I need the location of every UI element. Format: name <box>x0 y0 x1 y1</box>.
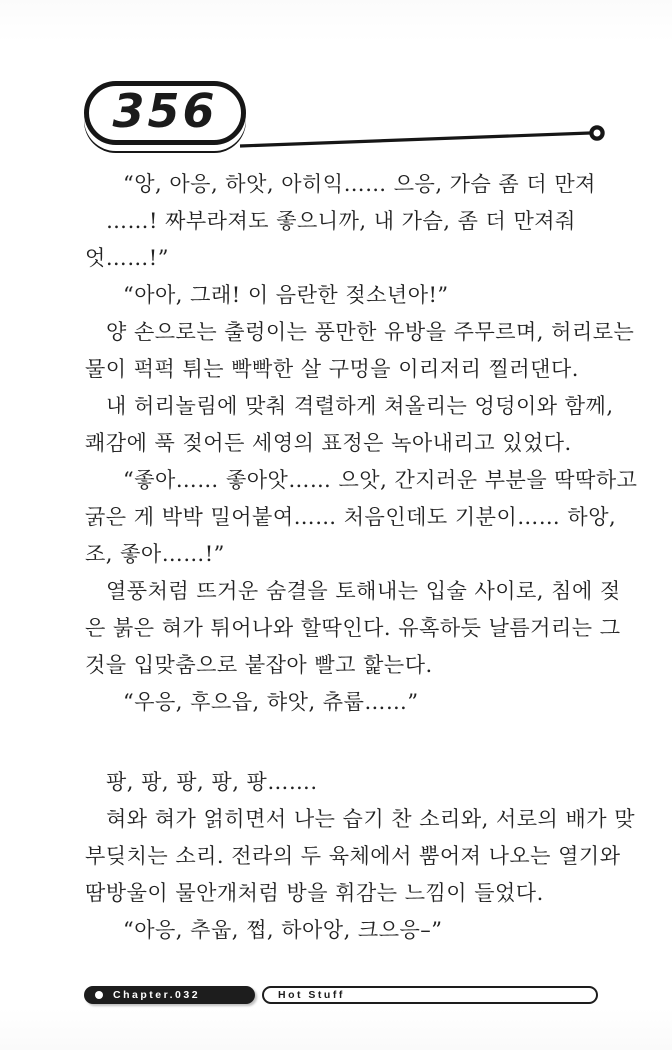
text-line: 엇……!” <box>85 246 169 270</box>
line-end-ring-icon <box>591 127 602 138</box>
text-line: 쾌감에 푹 젖어든 세영의 표정은 녹아내리고 있었다. <box>85 431 572 455</box>
text-line: “아아, 그래! 이 음란한 젖소년아!” <box>123 283 449 307</box>
chapter-label: Chapter.032 <box>113 989 201 1001</box>
book-title-badge <box>262 986 598 1004</box>
text-line: 혀와 혀가 얽히면서 나는 습기 찬 소리와, 서로의 배가 맞 <box>106 807 636 831</box>
text-line: 부딪치는 소리. 전라의 두 육체에서 뿜어져 나오는 열기와 <box>85 844 621 868</box>
text-line: “앙, 아응, 하앗, 아히익…… 으응, 가슴 좀 더 만져 <box>123 172 596 196</box>
text-line: 굵은 게 박박 밀어붙여…… 처음인데도 기분이…… 하앙, <box>85 505 617 529</box>
text-line: 열풍처럼 뜨거운 숨결을 토해내는 입술 사이로, 침에 젖 <box>106 579 621 603</box>
page-number: 356 <box>112 84 218 138</box>
text-line: 팡, 팡, 팡, 팡, 팡……. <box>106 770 318 794</box>
text-line: 은 붉은 혀가 튀어나와 할딱인다. 유혹하듯 날름거리는 그 <box>85 616 621 640</box>
text-line: 물이 퍽퍽 튀는 빡빡한 살 구멍을 이리저리 찔러댄다. <box>85 357 579 381</box>
text-line: “우응, 후으읍, 햐앗, 츄룹……” <box>123 690 419 714</box>
text-line: 양 손으로는 출렁이는 풍만한 유방을 주무르며, 허리로는 <box>106 320 635 344</box>
text-line: “아응, 추웁, 쩝, 하아앙, 크으응–” <box>123 918 443 942</box>
page-header <box>0 0 672 165</box>
text-line: ……! 짜부라져도 좋으니까, 내 가슴, 좀 더 만져줘 <box>106 209 576 233</box>
page-number-badge <box>84 81 246 145</box>
text-line: 조, 좋아……!” <box>85 542 225 566</box>
bullet-dot-icon <box>95 991 103 999</box>
page-footer <box>0 983 672 1013</box>
text-line: 땀방울이 물안개처럼 방을 휘감는 느낌이 들었다. <box>85 881 544 905</box>
header-rule-line <box>240 133 590 146</box>
chapter-badge <box>84 986 255 1004</box>
book-title-label: Hot Stuff <box>278 989 345 1001</box>
text-line: “좋아…… 좋아앗…… 으앗, 간지러운 부분을 딱딱하고 <box>123 468 638 492</box>
text-line: 것을 입맞춤으로 붙잡아 빨고 핥는다. <box>85 653 433 677</box>
text-line: 내 허리놀림에 맞춰 격렬하게 쳐올리는 엉덩이와 함께, <box>106 394 614 418</box>
body-text <box>85 166 638 949</box>
